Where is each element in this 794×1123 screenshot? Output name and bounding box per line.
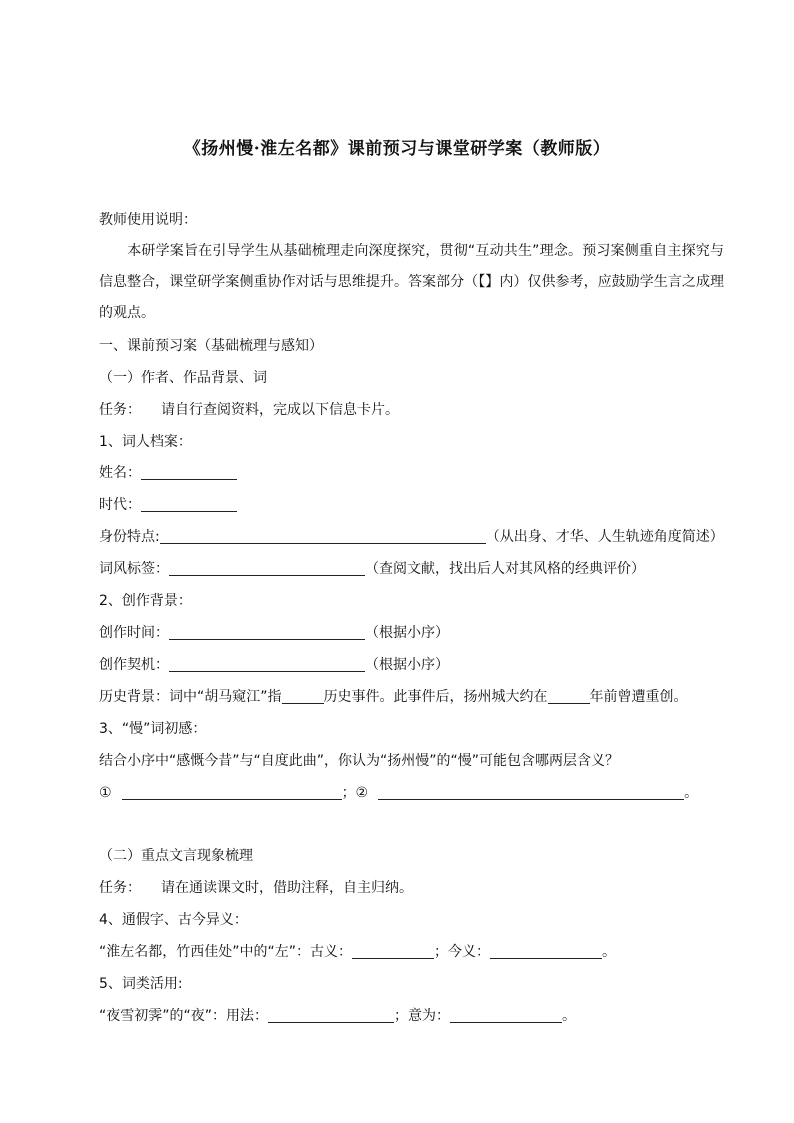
era-label: 时代：: [99, 497, 141, 513]
time-blank[interactable]: [169, 625, 365, 640]
identity-label: 身份特点:: [99, 529, 160, 545]
history-text-a: 历史背景：词中“胡马窥江”指: [99, 689, 282, 705]
event-blank[interactable]: [282, 689, 324, 704]
time-row: [99, 623, 724, 643]
occasion-row: [99, 655, 724, 675]
section2-task: [99, 878, 724, 898]
section2-heading: （二）重点文言现象梳理: [99, 848, 253, 864]
name-blank[interactable]: [141, 465, 237, 480]
name-row: [99, 463, 724, 483]
q1-heading: 1、词人档案：: [99, 434, 192, 450]
style-blank[interactable]: [169, 561, 365, 576]
history-text-c: 年前曾遭重创。: [589, 689, 688, 705]
q5-mid: ；意为：: [394, 1008, 451, 1024]
task-text: 请自行查阅资料，完成以下信息卡片。: [161, 402, 399, 418]
q3-heading: 3、“慢”词初感：: [99, 721, 207, 737]
answer-marker-2: ；②: [341, 785, 369, 801]
task-text: 请在通读课文时，借助注释，自主归纳。: [161, 880, 413, 896]
q5-row: [99, 1006, 724, 1026]
style-note: （查阅文献，找出后人对其风格的经典评价）: [365, 561, 645, 577]
q4-mid: ；今义：: [434, 944, 491, 960]
q4-row: [99, 942, 724, 962]
q3-answer-row: [99, 783, 724, 803]
years-blank[interactable]: [548, 689, 590, 704]
q4-text: “淮左名都，竹西佳处”中的“左”：古义：: [99, 944, 353, 960]
page-title: 《扬州慢·淮左名都》课前预习与课堂研学案（教师版）: [183, 139, 611, 159]
history-row: [99, 687, 724, 707]
q5-text: “夜雪初霁”的“夜”：用法：: [99, 1008, 269, 1024]
identity-row: [99, 527, 724, 547]
task-label: 任务：: [99, 880, 141, 896]
part1-heading: 一、课前预习案（基础梳理与感知）: [99, 338, 323, 354]
identity-blank[interactable]: [160, 529, 486, 544]
time-label: 创作时间：: [99, 625, 169, 641]
modern-meaning-blank[interactable]: [490, 944, 602, 959]
q4-end: 。: [602, 944, 617, 960]
era-row: [99, 495, 724, 515]
time-note: （根据小序）: [365, 625, 449, 641]
q5-heading: 5、词类活用:: [99, 976, 183, 992]
q3-end: 。: [684, 785, 699, 801]
meaning-1-blank[interactable]: [122, 785, 342, 800]
q4-heading: 4、通假字、古今异义：: [99, 912, 248, 928]
meaning-2-blank[interactable]: [378, 785, 684, 800]
intro-body: 本研学案旨在引导学生从基础梳理走向深度探究，贯彻“互动共生”理念。预习案侧重自主探究与信息整合，课堂研学案侧重协作对话与思维提升。答案部分（【】内）仅供参考，应鼓励学生言之成理的观点。: [99, 243, 724, 321]
q3-question: 结合小序中“感慨今昔”与“自度此曲”，你认为“扬州慢”的“慢”可能包含哪两层含义？: [99, 753, 620, 769]
q5-end: 。: [562, 1008, 577, 1024]
answer-marker-1: ①: [99, 785, 112, 801]
intro-heading: 教师使用说明：: [99, 212, 197, 228]
task-label: 任务：: [99, 402, 141, 418]
ancient-meaning-blank[interactable]: [352, 944, 434, 959]
era-blank[interactable]: [141, 497, 237, 512]
history-text-b: 历史事件。此事件后，扬州城大约在: [323, 689, 548, 705]
occasion-label: 创作契机：: [99, 657, 169, 673]
style-label: 词风标签：: [99, 561, 169, 577]
q2-heading: 2、创作背景：: [99, 593, 192, 609]
identity-note: （从出身、才华、人生轨迹角度简述）: [485, 529, 724, 545]
section1-heading: （一）作者、作品背景、词: [99, 370, 267, 386]
name-label: 姓名：: [99, 465, 141, 481]
occasion-note: （根据小序）: [365, 657, 449, 673]
section1-task: [99, 400, 724, 420]
meaning-blank[interactable]: [450, 1008, 562, 1023]
occasion-blank[interactable]: [169, 657, 365, 672]
usage-blank[interactable]: [268, 1008, 394, 1023]
intro-paragraph: [99, 236, 724, 329]
style-row: [99, 559, 724, 579]
